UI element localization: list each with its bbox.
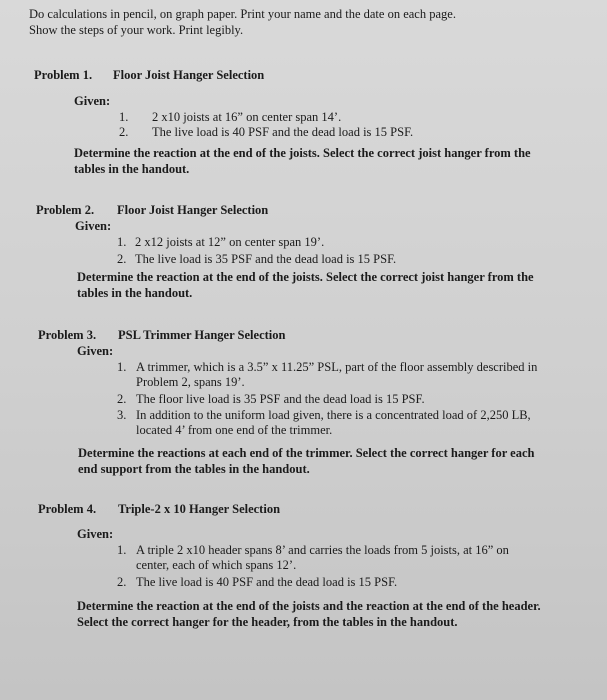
problem-4-heading bbox=[38, 502, 281, 517]
list-item: 2. The live load is 40 PSF and the dead load is 15 PSF. bbox=[119, 125, 414, 139]
instructions-line-1: Do calculations in pencil, on graph paper. Print your name and the date on each page. bbox=[29, 7, 456, 21]
problem-3-given-list bbox=[117, 360, 587, 438]
problem-2-heading bbox=[36, 203, 269, 218]
list-item: 2. The floor live load is 35 PSF and the dead load is 15 PSF. bbox=[117, 392, 425, 406]
problem-2-number: Problem 2. bbox=[36, 203, 95, 217]
problem-1-task: Determine the reaction at the end of the joists. Select the correct joist hanger from the tables in the handout. bbox=[74, 146, 531, 176]
list-item: 2. The live load is 40 PSF and the dead load is 15 PSF. bbox=[117, 575, 398, 589]
problem-3-title: PSL Trimmer Hanger Selection bbox=[118, 328, 286, 342]
list-item: 1. 2 x12 joists at 12” on center span 19’. bbox=[117, 235, 325, 249]
problem-3-number: Problem 3. bbox=[38, 328, 97, 342]
problem-2-task: Determine the reaction at the end of the joists. Select the correct joist hanger from the tables in the handout. bbox=[77, 270, 534, 300]
list-item: 1. A triple 2 x10 header spans 8’ and carries the loads from 5 joists, at 16” on center, each of which spans 12’. bbox=[117, 543, 509, 572]
problem-1-given-label: Given: bbox=[74, 94, 111, 108]
problem-4-given-label: Given: bbox=[77, 527, 114, 541]
list-item: 1. A trimmer, which is a 3.5” x 11.25” PSL, part of the floor assembly described in Problem 2, spans 19’. bbox=[117, 360, 538, 389]
list-item: 3. In addition to the uniform load given, there is a concentrated load of 2,250 LB, located 4’ from one end of the trimmer. bbox=[117, 408, 531, 437]
problem-1-heading bbox=[34, 68, 265, 83]
problem-2-given-list bbox=[117, 235, 577, 267]
problem-2-title: Floor Joist Hanger Selection bbox=[117, 203, 269, 217]
problem-2-given-label: Given: bbox=[75, 219, 112, 233]
instructions-line-2: Show the steps of your work. Print legibly. bbox=[29, 23, 244, 37]
problem-3-task: Determine the reactions at each end of the trimmer. Select the correct hanger for each end support from the tables in the handout. bbox=[78, 446, 535, 476]
problem-1-given-list bbox=[119, 110, 579, 140]
instructions bbox=[29, 6, 456, 38]
problem-4-title: Triple-2 x 10 Hanger Selection bbox=[118, 502, 281, 516]
problem-4-task: Determine the reaction at the end of the joists and the reaction at the end of the header. Select the correct hanger for the header, from the tables in the handout. bbox=[77, 599, 541, 629]
problem-4-number: Problem 4. bbox=[38, 502, 97, 516]
list-item: 1. 2 x10 joists at 16” on center span 14’. bbox=[119, 110, 342, 124]
problem-1-title: Floor Joist Hanger Selection bbox=[113, 68, 265, 82]
problem-4-given-list bbox=[117, 543, 587, 590]
list-item: 2. The live load is 35 PSF and the dead load is 15 PSF. bbox=[117, 252, 397, 266]
problem-1-number: Problem 1. bbox=[34, 68, 93, 82]
problem-3-heading bbox=[38, 328, 286, 343]
problem-3-given-label: Given: bbox=[77, 344, 114, 358]
